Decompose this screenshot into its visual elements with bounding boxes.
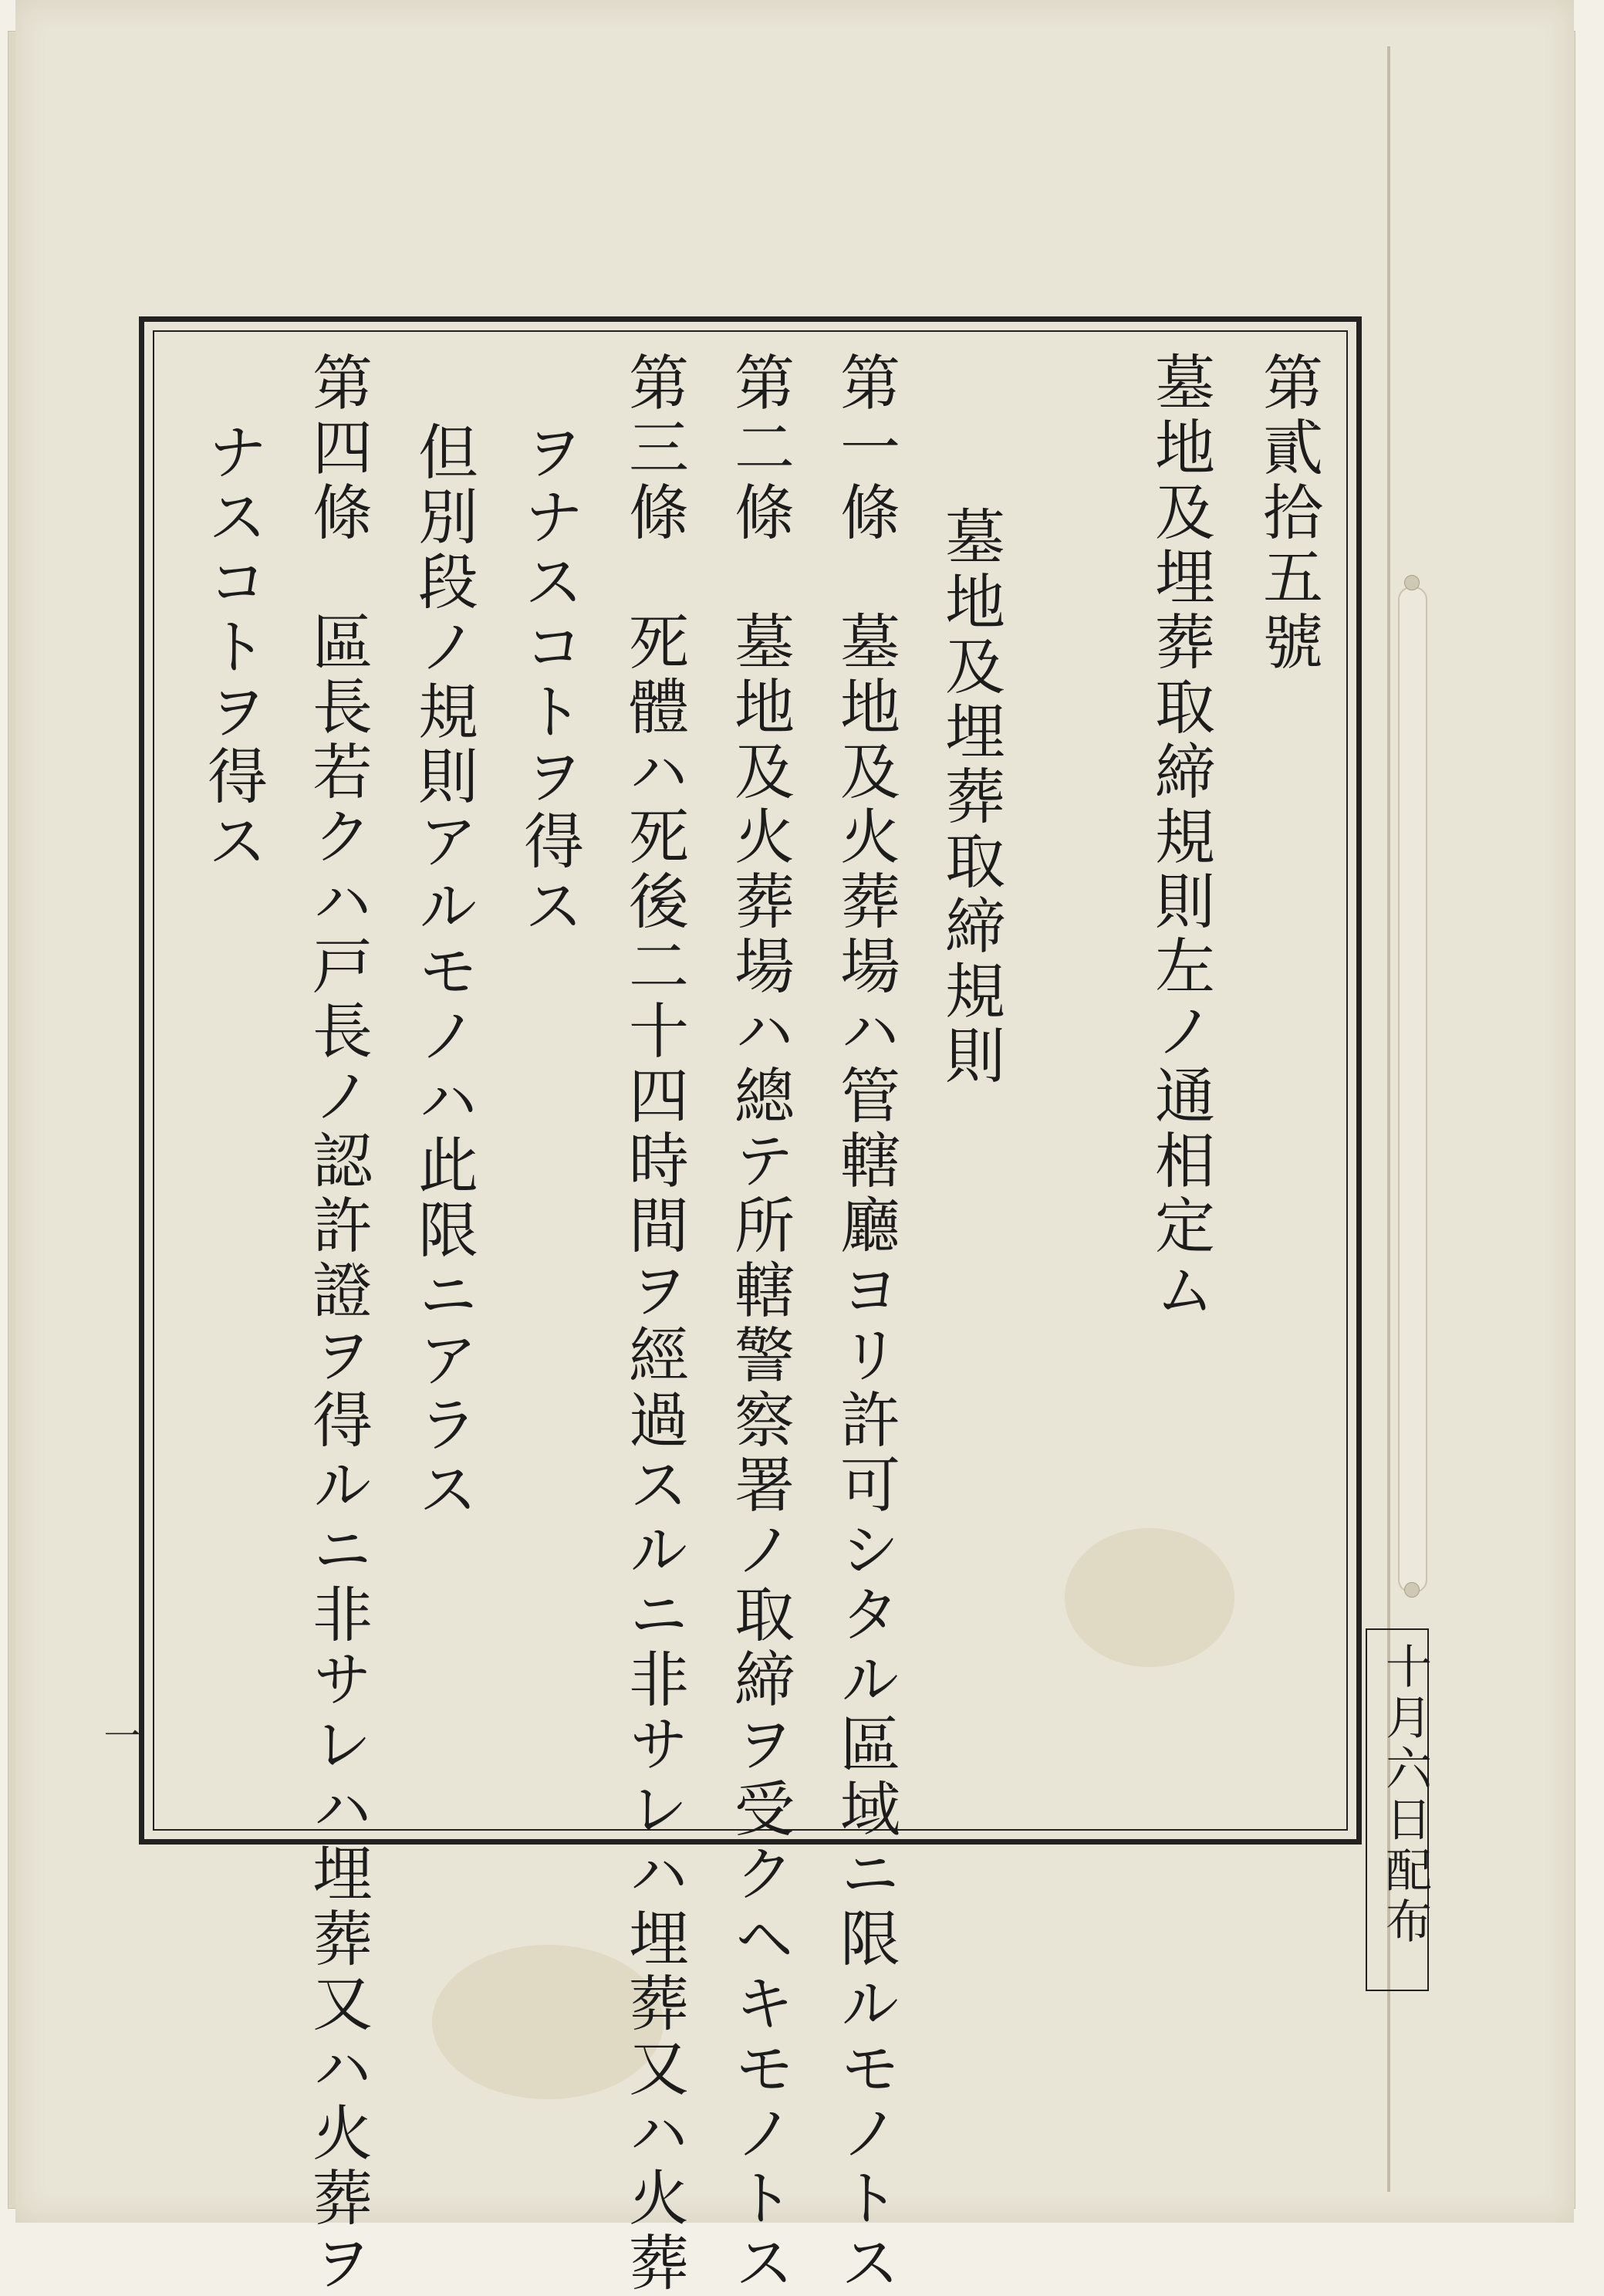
document-number: 第貳拾五號 bbox=[1253, 351, 1322, 675]
distribution-date: 十月六日配布 bbox=[1378, 1642, 1432, 1948]
article-4-continued: ナスコトヲ得ス bbox=[198, 421, 267, 874]
binding-thread bbox=[1398, 587, 1427, 1593]
article-3-continued: ヲナスコトヲ得ス bbox=[514, 421, 583, 939]
regulation-title: 墓地及埋葬取締規則 bbox=[935, 506, 1005, 1089]
binding-hole bbox=[1404, 1582, 1420, 1598]
article-1: 第一條 墓地及火葬場ハ管轄廳ヨリ許可シタル區域ニ限ルモノトス bbox=[830, 351, 900, 2296]
enactment-statement: 墓地及埋葬取締規則左ノ通相定ム bbox=[1145, 351, 1214, 1324]
article-3-proviso: 但別段ノ規則アルモノハ此限ニアラス bbox=[408, 421, 478, 1523]
binding-hole bbox=[1404, 575, 1420, 590]
article-4: 第四條 區長若クハ戸長ノ認許證ヲ得ルニ非サレハ埋葬又ハ火葬ヲ bbox=[302, 351, 372, 2296]
article-2: 第二條 墓地及火葬場ハ總テ所轄警察署ノ取締ヲ受クヘキモノトス bbox=[724, 351, 794, 2296]
article-3: 第三條 死體ハ死後二十四時間ヲ經過スルニ非サレハ埋葬又ハ火葬 bbox=[619, 351, 688, 2296]
page-number: 一 bbox=[97, 1716, 140, 1753]
